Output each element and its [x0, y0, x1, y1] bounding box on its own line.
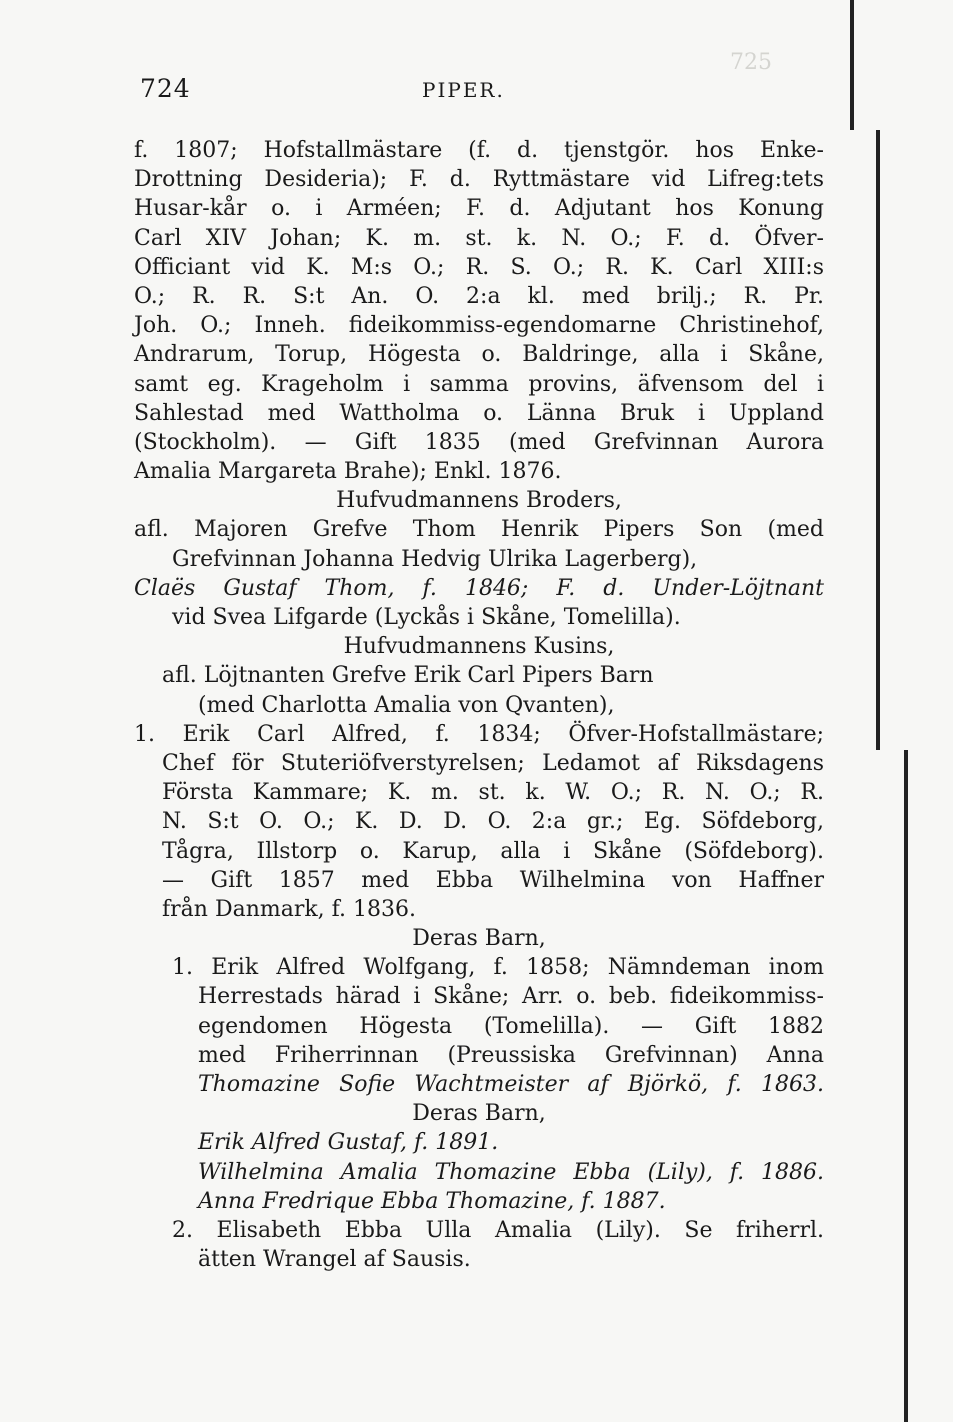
binding-edge [876, 130, 880, 750]
text-line: 1. Erik Alfred Wolfgang, f. 1858; Nämndeman inom [172, 955, 824, 981]
text-line: N. S:t O. O.; K. D. D. O. 2:a gr.; Eg. Söfdeborg, [162, 809, 824, 835]
section-heading: Hufvudmannens Broders, [336, 488, 622, 514]
text-line: Sahlestad med Wattholma o. Länna Bruk i Uppland [134, 400, 824, 426]
section-heading: Deras Barn, [412, 926, 546, 952]
text-line: vid Svea Lifgarde (Lyckås i Skåne, Tomelilla). [172, 605, 681, 630]
text-line: Amalia Margareta Brahe); Enkl. 1876. [134, 459, 562, 485]
text-line: egendomen Högesta (Tomelilla). — Gift 1882 [198, 1013, 824, 1039]
text-line: (med Charlotta Amalia von Qvanten), [198, 692, 615, 718]
text-line: Joh. O.; Inneh. fideikommiss-egendomarne Christinehof, [134, 313, 824, 339]
text-line: Carl XIV Johan; K. m. st. k. N. O.; F. d. Öfver- [134, 225, 824, 251]
section-heading: Hufvudmannens Kusins, [343, 634, 615, 660]
section-heading: Deras Barn, [412, 1101, 546, 1127]
text-line: 2. Elisabeth Ebba Ulla Amalia (Lily). Se friherrl. [172, 1217, 824, 1243]
text-line: Tågra, Illstorp o. Karup, alla i Skåne (Söfdeborg). [162, 838, 824, 864]
binding-edge [850, 0, 854, 130]
text-line: afl. Majoren Grefve Thom Henrik Pipers Son (med [134, 517, 824, 543]
text-line: från Danmark, f. 1836. [162, 896, 416, 922]
text-line: (Stockholm). — Gift 1835 (med Grefvinnan Aurora [134, 429, 824, 455]
text-line: Erik Alfred Gustaf, f. 1891. [198, 1130, 499, 1156]
text-line: f. 1807; Hofstallmästare (f. d. tjenstgör. hos Enke- [134, 138, 824, 163]
running-title: PIPER. [422, 78, 505, 102]
text-line: Herrestads härad i Skåne; Arr. o. beb. fideikommiss- [198, 984, 824, 1010]
text-line: samt eg. Krageholm i samma provins, äfvensom del i [134, 371, 824, 397]
text-line: 1. Erik Carl Alfred, f. 1834; Öfver-Hofstallmästare; [134, 721, 824, 747]
text-line: — Gift 1857 med Ebba Wilhelmina von Haffner [162, 867, 824, 893]
text-line: Wilhelmina Amalia Thomazine Ebba (Lily), f. 1886. [198, 1159, 824, 1185]
text-line: Anna Fredrique Ebba Thomazine, f. 1887. [198, 1188, 666, 1214]
text-line: Första Kammare; K. m. st. k. W. O.; R. N. O.; R. [162, 780, 824, 806]
text-line: ätten Wrangel af Sausis. [198, 1247, 471, 1273]
bleed-through-page-number: 725 [730, 50, 772, 75]
text-line: O.; R. R. S:t An. O. 2:a kl. med brilj.; R. Pr. [134, 283, 824, 309]
page-number: 724 [140, 74, 191, 103]
text-line: Drottning Desideria); F. d. Ryttmästare vid Lifreg:tets [134, 167, 824, 193]
text-line: afl. Löjtnanten Grefve Erik Carl Pipers Barn [162, 663, 654, 689]
body-text [134, 136, 824, 1274]
text-line: Andrarum, Torup, Högesta o. Baldringe, alla i Skåne, [134, 342, 824, 368]
text-line: Grefvinnan Johanna Hedvig Ulrika Lagerberg), [172, 546, 698, 572]
text-line: Claës Gustaf Thom, f. 1846; F. d. Under-Löjtnant [134, 575, 824, 601]
text-line: Husar-kår o. i Arméen; F. d. Adjutant hos Konung [134, 196, 824, 222]
text-line: Officiant vid K. M:s O.; R. S. O.; R. K. Carl XIII:s [134, 254, 824, 280]
text-line: med Friherrinnan (Preussiska Grefvinnan) Anna [198, 1042, 824, 1068]
text-line: Thomazine Sofie Wachtmeister af Björkö, f. 1863. [198, 1072, 824, 1097]
text-line: Chef för Stuteriöfverstyrelsen; Ledamot af Riksdagens [162, 750, 824, 776]
binding-edge [904, 750, 908, 1422]
